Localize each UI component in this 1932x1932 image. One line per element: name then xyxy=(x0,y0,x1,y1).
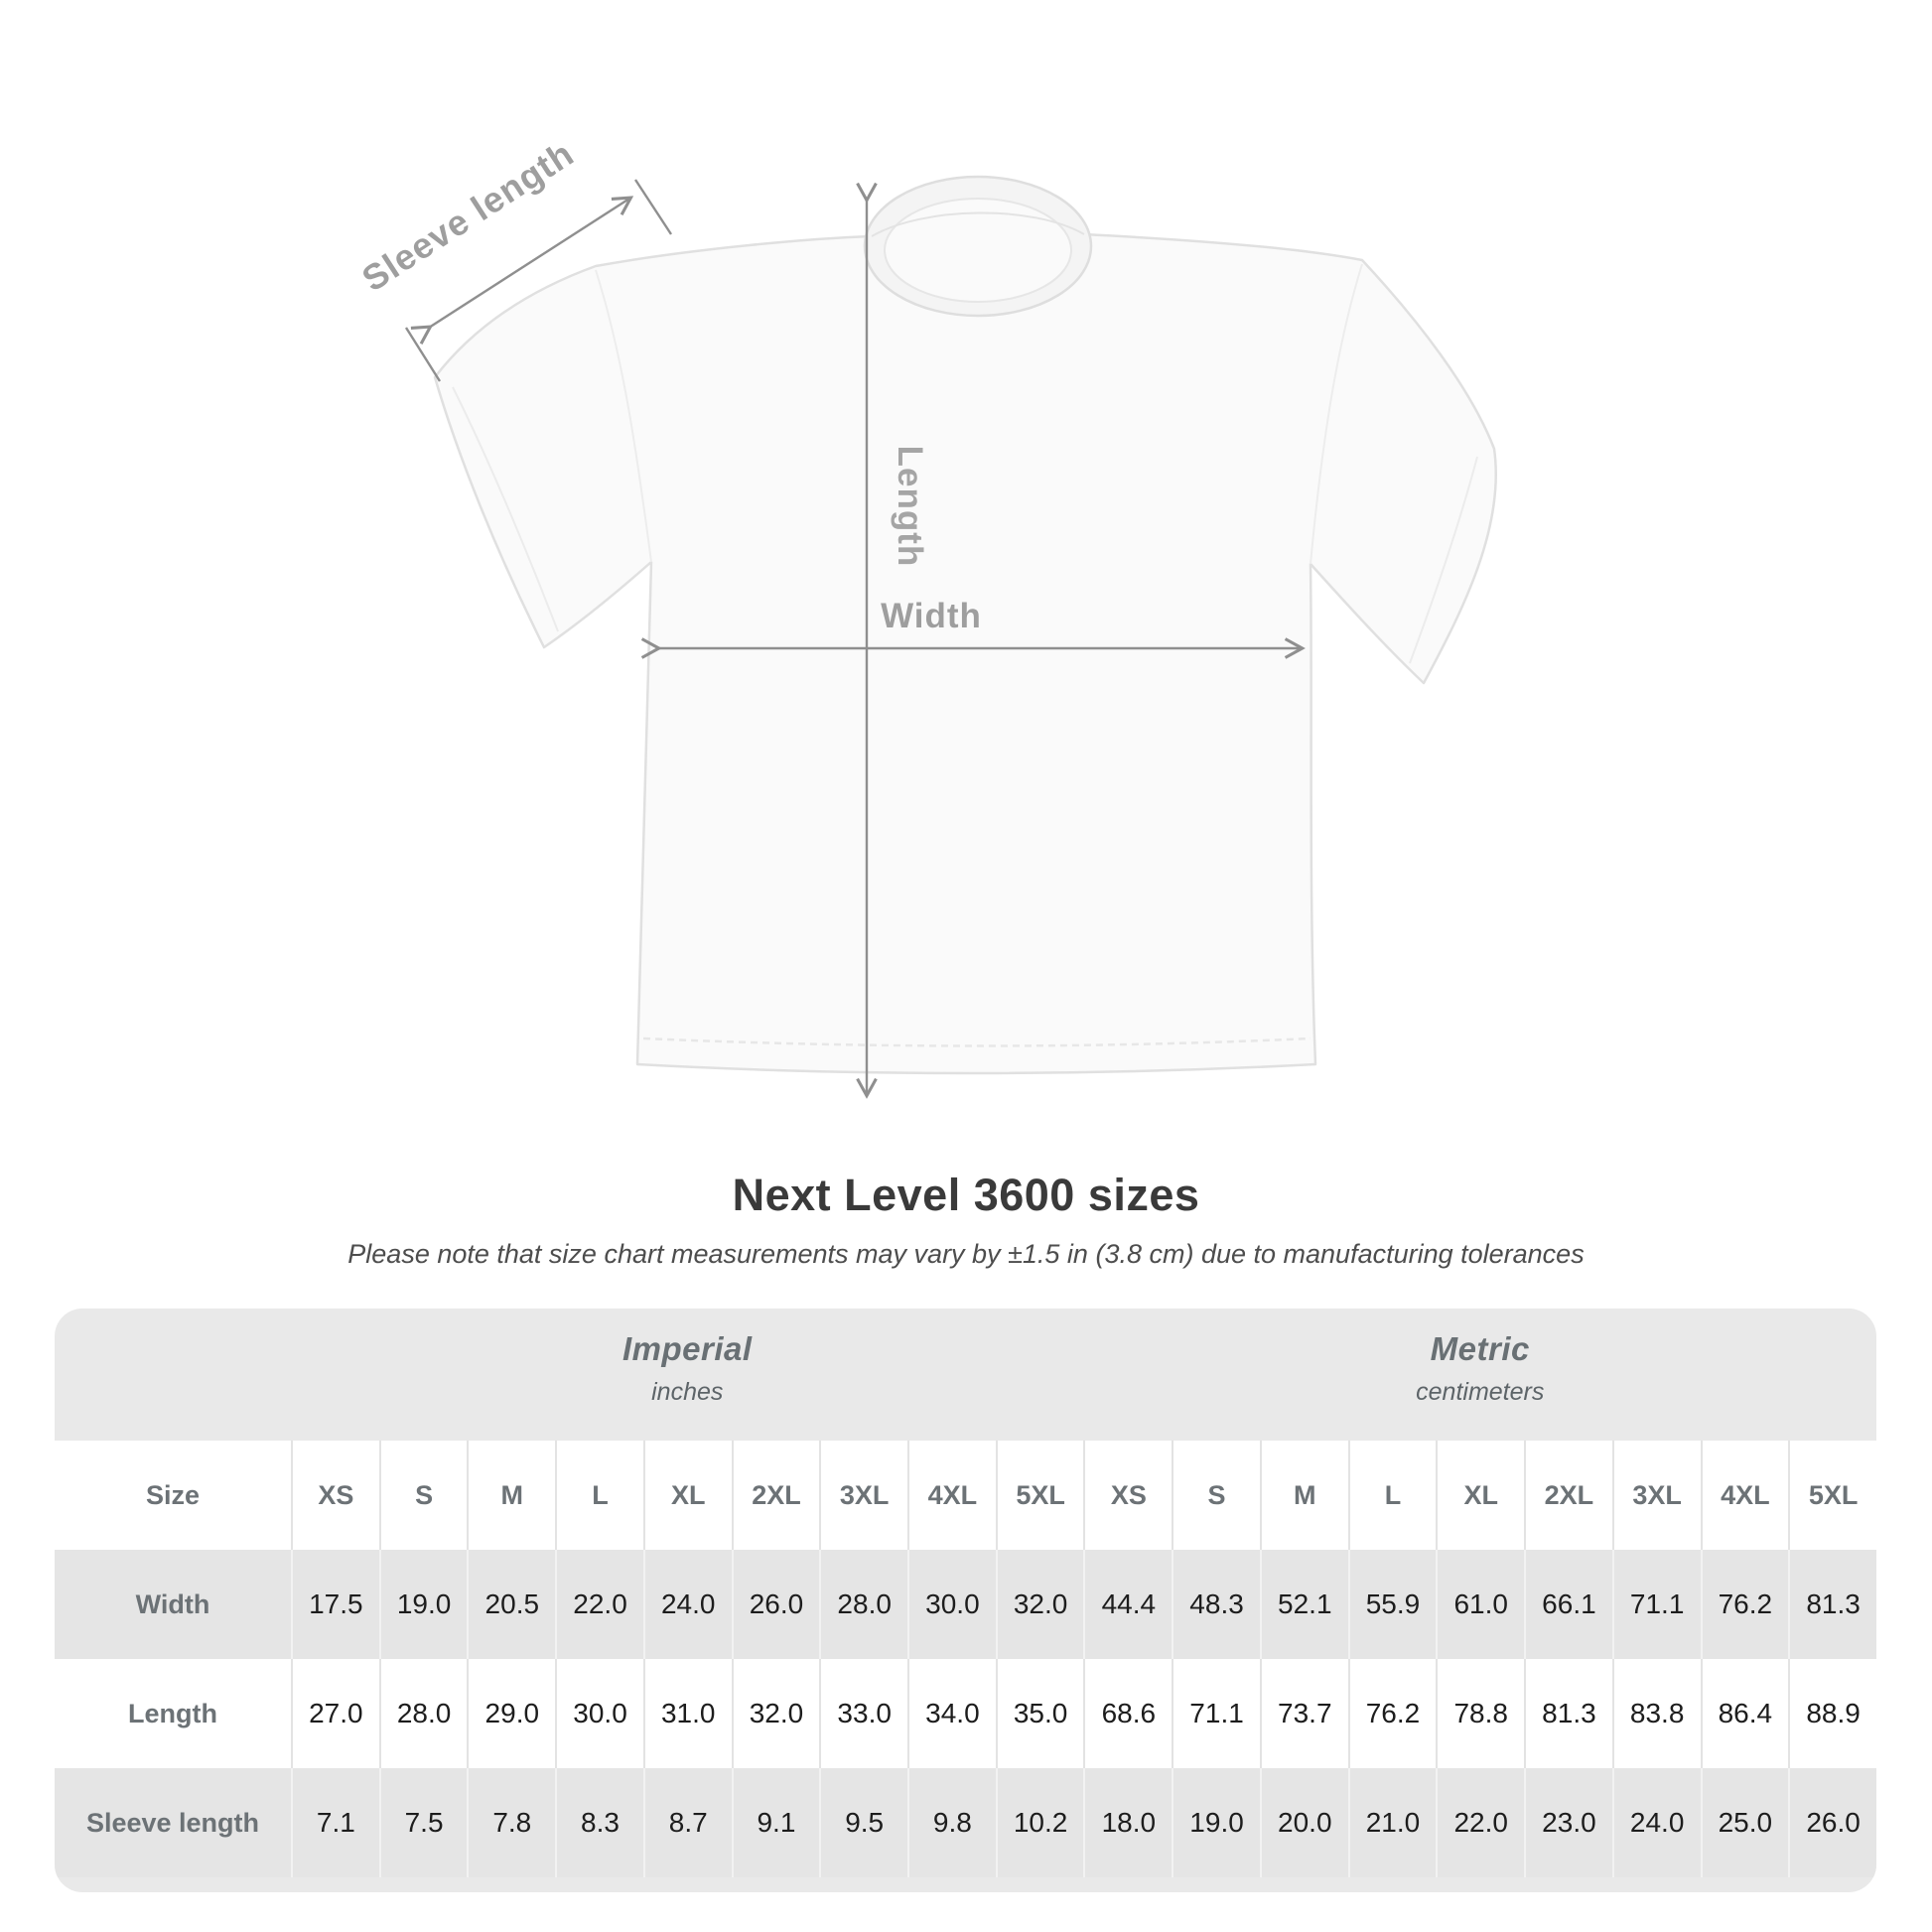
page-title: Next Level 3600 sizes xyxy=(732,1170,1200,1220)
measurement-cell: 26.0 xyxy=(1788,1768,1876,1877)
size-table-card xyxy=(55,1309,1876,1892)
measurement-cell: 18.0 xyxy=(1083,1768,1172,1877)
measurement-cell: 24.0 xyxy=(1612,1768,1701,1877)
size-header-cell: 2XL xyxy=(732,1441,820,1550)
size-header-cell: 5XL xyxy=(996,1441,1084,1550)
size-header-cell: S xyxy=(1172,1441,1260,1550)
measurement-cell: 34.0 xyxy=(907,1659,996,1768)
measurement-cell: 52.1 xyxy=(1260,1550,1348,1659)
measurement-cell: 86.4 xyxy=(1701,1659,1789,1768)
length-label: Length xyxy=(891,445,929,568)
measurement-cell: 68.6 xyxy=(1083,1659,1172,1768)
unit-header xyxy=(291,1309,1876,1441)
sleeve-length-label: Sleeve length xyxy=(354,132,582,300)
measurement-cell: 26.0 xyxy=(732,1550,820,1659)
measurement-cell: 31.0 xyxy=(643,1659,732,1768)
table-row xyxy=(55,1550,1876,1659)
table-row xyxy=(55,1659,1876,1768)
measurement-cell: 81.3 xyxy=(1788,1550,1876,1659)
size-header-cell: 3XL xyxy=(819,1441,907,1550)
measurement-cell: 19.0 xyxy=(379,1550,468,1659)
measurement-cell: 33.0 xyxy=(819,1659,907,1768)
size-header-cell: XL xyxy=(643,1441,732,1550)
tshirt-body xyxy=(435,234,1496,1073)
measurement-cell: 7.8 xyxy=(467,1768,555,1877)
measurement-cell: 22.0 xyxy=(555,1550,643,1659)
measurement-cell: 76.2 xyxy=(1348,1659,1437,1768)
measurement-cell: 20.0 xyxy=(1260,1768,1348,1877)
metric-label: Metric xyxy=(1430,1330,1530,1367)
size-header-cell: M xyxy=(467,1441,555,1550)
measurement-cell: 32.0 xyxy=(732,1659,820,1768)
measurement-cell: 20.5 xyxy=(467,1550,555,1659)
size-header-cell: XL xyxy=(1436,1441,1524,1550)
measurement-cell: 7.5 xyxy=(379,1768,468,1877)
measurement-cell: 32.0 xyxy=(996,1550,1084,1659)
measurement-cell: 23.0 xyxy=(1524,1768,1612,1877)
size-table xyxy=(55,1441,1876,1877)
measurement-cell: 66.1 xyxy=(1524,1550,1612,1659)
measurement-cell: 21.0 xyxy=(1348,1768,1437,1877)
measurement-cell: 55.9 xyxy=(1348,1550,1437,1659)
measurement-cell: 48.3 xyxy=(1172,1550,1260,1659)
measurement-cell: 30.0 xyxy=(555,1659,643,1768)
size-header-cell: M xyxy=(1260,1441,1348,1550)
row-label: Length xyxy=(55,1659,291,1768)
size-column-header: Size xyxy=(55,1441,291,1550)
measurement-cell: 71.1 xyxy=(1172,1659,1260,1768)
measurement-cell: 83.8 xyxy=(1612,1659,1701,1768)
measurement-cell: 76.2 xyxy=(1701,1550,1789,1659)
measurement-cell: 19.0 xyxy=(1172,1768,1260,1877)
measurement-cell: 8.7 xyxy=(643,1768,732,1877)
size-header-cell: 5XL xyxy=(1788,1441,1876,1550)
measurement-cell: 78.8 xyxy=(1436,1659,1524,1768)
measurement-cell: 9.1 xyxy=(732,1768,820,1877)
size-header-cell: 4XL xyxy=(1701,1441,1789,1550)
size-header-cell: 3XL xyxy=(1612,1441,1701,1550)
measurement-cell: 8.3 xyxy=(555,1768,643,1877)
measurement-cell: 29.0 xyxy=(467,1659,555,1768)
size-header-row xyxy=(55,1441,1876,1550)
measurement-cell: 73.7 xyxy=(1260,1659,1348,1768)
row-label: Width xyxy=(55,1550,291,1659)
size-header-cell: XS xyxy=(1083,1441,1172,1550)
imperial-label: Imperial xyxy=(621,1330,753,1367)
size-header-cell: 4XL xyxy=(907,1441,996,1550)
measurement-cell: 28.0 xyxy=(379,1659,468,1768)
measurement-cell: 9.8 xyxy=(907,1768,996,1877)
measurement-cell: 88.9 xyxy=(1788,1659,1876,1768)
row-label: Sleeve length xyxy=(55,1768,291,1877)
size-header-cell: L xyxy=(555,1441,643,1550)
measurement-cell: 35.0 xyxy=(996,1659,1084,1768)
imperial-unit: inches xyxy=(651,1378,724,1406)
measurement-cell: 27.0 xyxy=(291,1659,379,1768)
measurement-cell: 28.0 xyxy=(819,1550,907,1659)
measurement-cell: 24.0 xyxy=(643,1550,732,1659)
size-header-cell: 2XL xyxy=(1524,1441,1612,1550)
measurement-cell: 25.0 xyxy=(1701,1768,1789,1877)
measurement-cell: 71.1 xyxy=(1612,1550,1701,1659)
measurement-cell: 7.1 xyxy=(291,1768,379,1877)
metric-unit: centimeters xyxy=(1416,1378,1545,1406)
measurement-cell: 22.0 xyxy=(1436,1768,1524,1877)
width-label: Width xyxy=(881,597,982,635)
size-header-cell: L xyxy=(1348,1441,1437,1550)
measurement-cell: 44.4 xyxy=(1083,1550,1172,1659)
measurement-cell: 30.0 xyxy=(907,1550,996,1659)
tolerance-note: Please note that size chart measurements may vary by ±1.5 in (3.8 cm) due to manufacturing tolerances xyxy=(347,1239,1585,1269)
imperial-header xyxy=(291,1309,1084,1441)
measurement-cell: 61.0 xyxy=(1436,1550,1524,1659)
table-row xyxy=(55,1768,1876,1877)
measurement-cell: 10.2 xyxy=(996,1768,1084,1877)
size-header-cell: S xyxy=(379,1441,468,1550)
measurement-cell: 81.3 xyxy=(1524,1659,1612,1768)
size-header-cell: XS xyxy=(291,1441,379,1550)
measurement-cell: 17.5 xyxy=(291,1550,379,1659)
metric-header xyxy=(1084,1309,1877,1441)
collar-inner xyxy=(885,199,1071,302)
measurement-cell: 9.5 xyxy=(819,1768,907,1877)
